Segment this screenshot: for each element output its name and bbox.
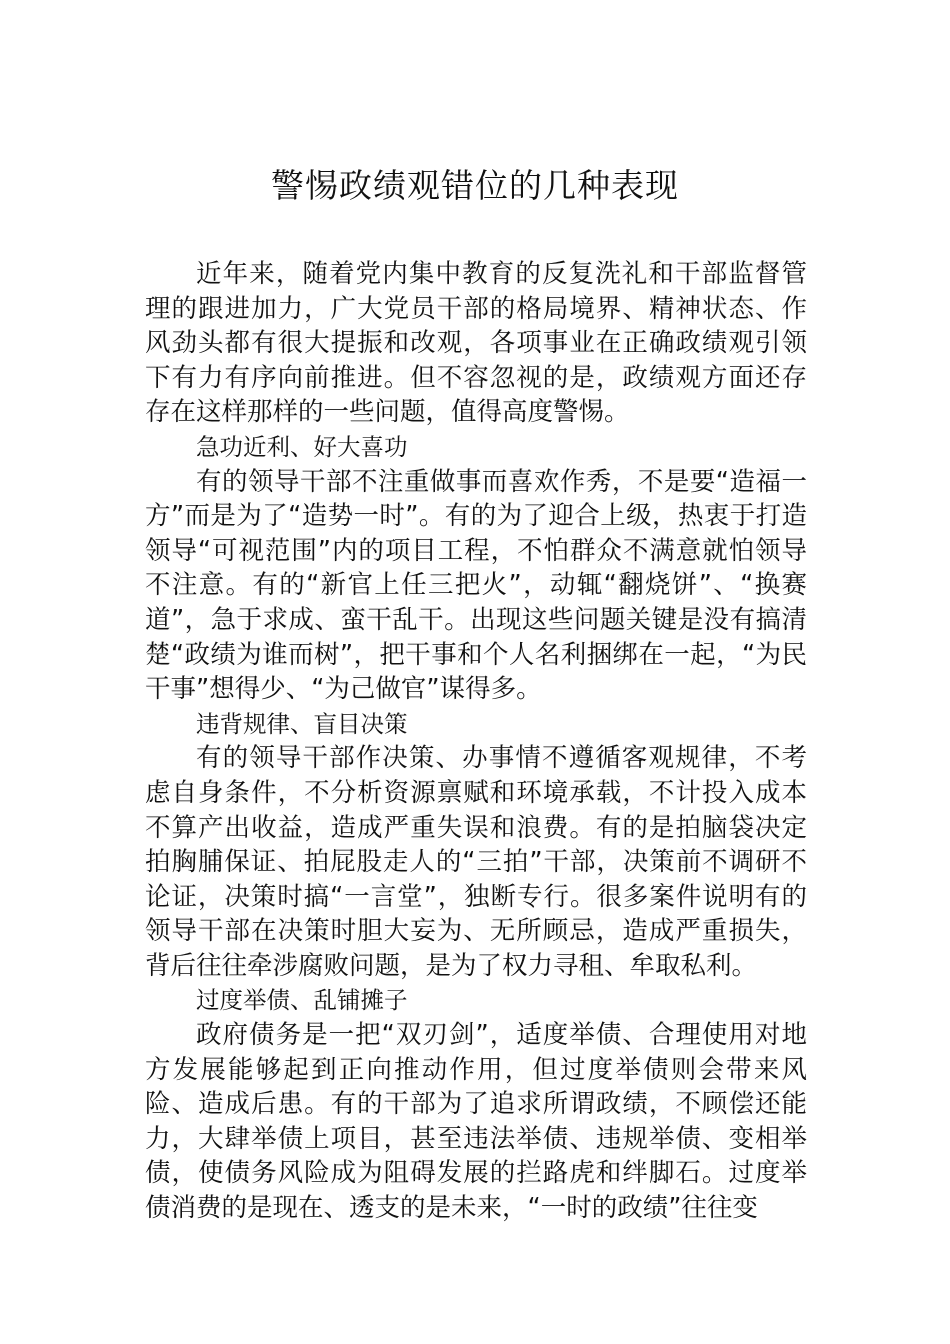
section-paragraph: 有的领导干部不注重做事而喜欢作秀，不是要“造福一方”而是为了“造势一时”。有的为了迎合上级，热衷于打造领导“可视范围”内的项目工程，不怕群众不满意就怕领导不注意。有的“新官上任三把火”，动辄“翻烧饼”、“换赛道”，急于求成、蛮干乱干。出现这些问题关键是没有搞清楚“政绩为谁而树”，把干事和个人名利捆绑在一起，“为民干事”想得少、“为己做官”谋得多。	[145, 466, 807, 705]
intro-paragraph: 近年来，随着党内集中教育的反复洗礼和干部监督管理的跟进加力，广大党员干部的格局境界、精神状态、作风劲头都有很大提振和改观，各项事业在正确政绩观引领下有力有序向前推进。但不容忽视的是，政绩观方面还存存在这样那样的一些问题，值得高度警惕。	[145, 259, 807, 428]
section-paragraph: 有的领导干部作决策、办事情不遵循客观规律，不考虑自身条件，不分析资源禀赋和环境承载，不计投入成本不算产出收益，造成严重失误和浪费。有的是拍脑袋决定拍胸脯保证、拍屁股走人的“三拍”干部，决策前不调研不论证，决策时搞“一言堂”，独断专行。很多案件说明有的领导干部在决策时胆大妄为、无所顾忌，造成严重损失，背后往往牵涉腐败问题，是为了权力寻租、牟取私利。	[145, 743, 807, 981]
section-heading: 急功近利、好大喜功	[196, 432, 408, 461]
document-title: 警惕政绩观错位的几种表现	[271, 166, 679, 205]
section-paragraph: 政府债务是一把“双刃剑”，适度举债、合理使用对地方发展能够起到正向推动作用，但过度举债则会带来风险、造成后患。有的干部为了追求所谓政绩，不顾偿还能力，大肆举债上项目，甚至违法举债、违规举债、变相举债，使债务风险成为阻碍发展的拦路虎和绊脚石。过度举债消费的是现在、透支的是未来，“一时的政绩”往往变	[145, 1020, 807, 1224]
section-heading: 违背规律、盲目决策	[196, 709, 408, 738]
section-heading: 过度举债、乱铺摊子	[196, 986, 408, 1015]
document-body	[145, 257, 807, 1226]
